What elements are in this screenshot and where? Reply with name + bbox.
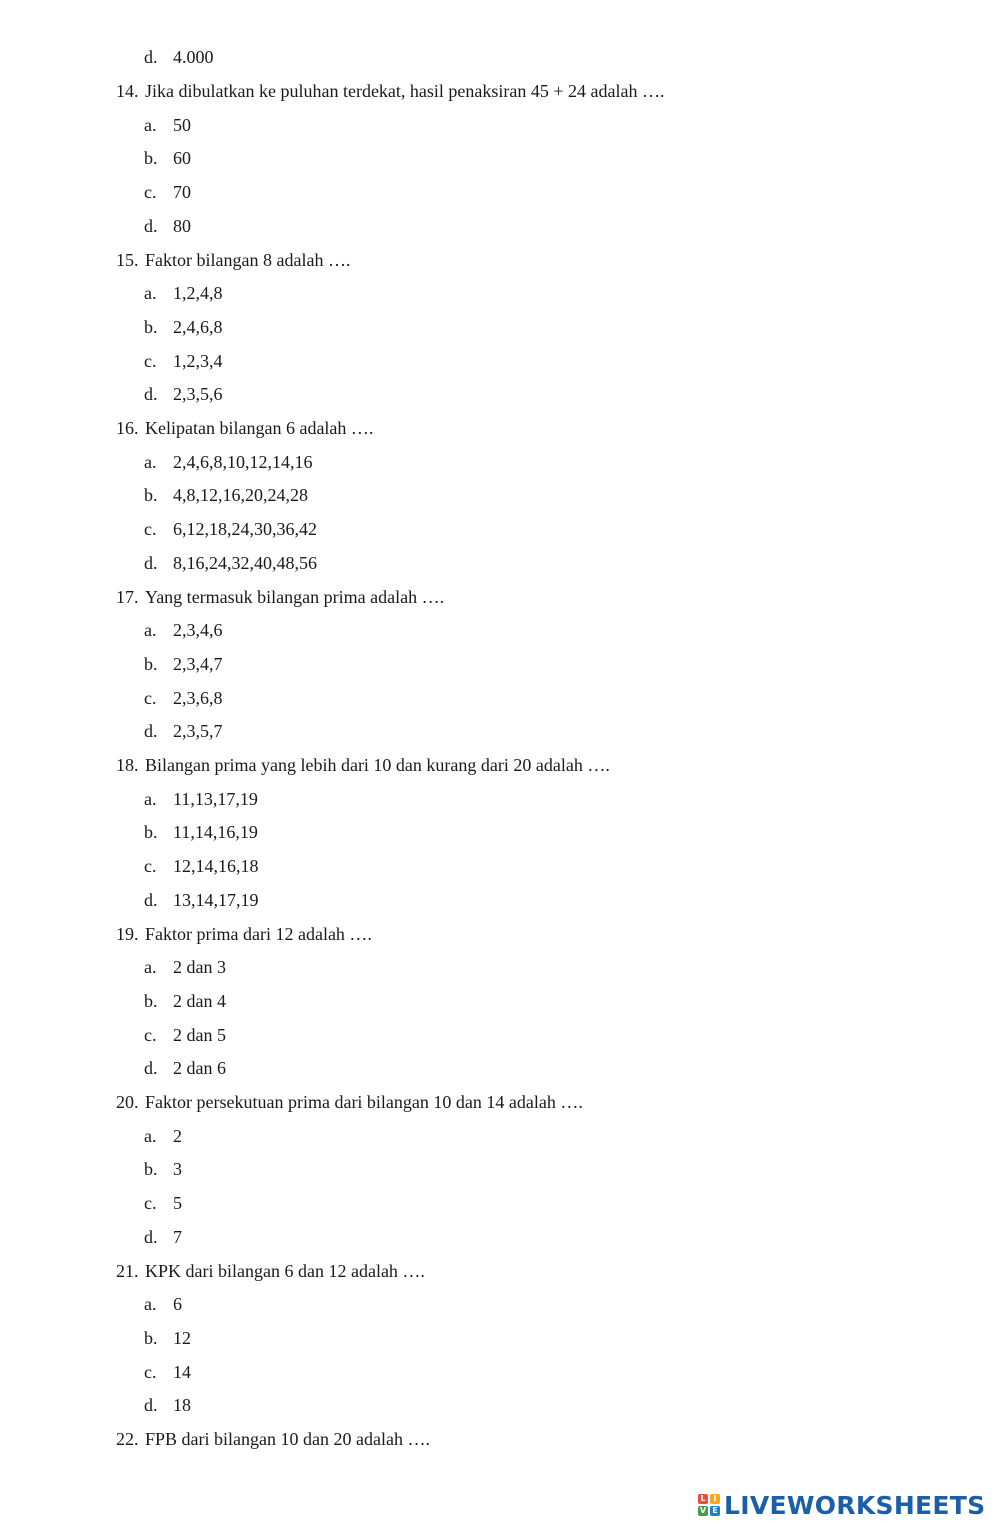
- option-text: 2 dan 3: [173, 957, 226, 977]
- question-text: Jika dibulatkan ke puluhan terdekat, hasil penaksiran 45 + 24 adalah ….: [145, 81, 665, 101]
- question-text: Kelipatan bilangan 6 adalah ….: [145, 418, 374, 438]
- question-number: 18.: [116, 755, 139, 775]
- option-letter: a.: [144, 957, 157, 977]
- question-number: 19.: [116, 924, 139, 944]
- option-letter: d.: [144, 216, 158, 236]
- brand-name: LIVEWORKSHEETS: [724, 1490, 986, 1520]
- option-text: 1,2,4,8: [173, 283, 223, 303]
- option-letter: d.: [144, 553, 158, 573]
- option-letter: c.: [144, 688, 157, 708]
- liveworksheets-logo-icon: [698, 1494, 720, 1516]
- question-text: Faktor prima dari 12 adalah ….: [145, 924, 372, 944]
- question-number: 14.: [116, 81, 139, 101]
- liveworksheets-brand: [698, 1488, 985, 1522]
- option-text: 6: [173, 1294, 182, 1314]
- option-letter: d.: [144, 1395, 158, 1415]
- option-text: 2,4,6,8,10,12,14,16: [173, 452, 313, 472]
- logo-square: V: [699, 1506, 707, 1515]
- question-text: Faktor persekutuan prima dari bilangan 10 dan 14 adalah ….: [145, 1092, 583, 1112]
- question-text: Bilangan prima yang lebih dari 10 dan kurang dari 20 adalah ….: [145, 755, 610, 775]
- option-text: 4,8,12,16,20,24,28: [173, 485, 308, 505]
- option-letter: c.: [144, 1193, 157, 1213]
- option-text: 2,4,6,8: [173, 317, 223, 337]
- option-letter: a.: [144, 1294, 157, 1314]
- option-letter: b.: [144, 654, 158, 674]
- option-text: 12: [173, 1328, 191, 1348]
- option-letter: a.: [144, 1126, 157, 1146]
- option-letter: d.: [144, 47, 158, 67]
- option-text: 2,3,4,7: [173, 654, 223, 674]
- option-letter: d.: [144, 890, 158, 910]
- option-text: 2 dan 6: [173, 1058, 226, 1078]
- question-text: Yang termasuk bilangan prima adalah ….: [145, 587, 445, 607]
- option-text: 13,14,17,19: [173, 890, 259, 910]
- question-text: FPB dari bilangan 10 dan 20 adalah ….: [145, 1429, 430, 1449]
- option-text: 1,2,3,4: [173, 351, 223, 371]
- option-text: 11,14,16,19: [173, 822, 258, 842]
- question-number: 17.: [116, 587, 139, 607]
- option-text: 2,3,5,7: [173, 721, 223, 741]
- question-number: 20.: [116, 1092, 139, 1112]
- question-number: 22.: [116, 1429, 139, 1449]
- option-letter: b.: [144, 148, 158, 168]
- option-text: 11,13,17,19: [173, 789, 258, 809]
- option-text: 70: [173, 182, 191, 202]
- option-letter: a.: [144, 283, 157, 303]
- option-letter: d.: [144, 1058, 158, 1078]
- option-letter: c.: [144, 1025, 157, 1045]
- option-letter: b.: [144, 1159, 158, 1179]
- option-text: 50: [173, 115, 191, 135]
- option-letter: b.: [144, 991, 158, 1011]
- logo-square: E: [710, 1506, 720, 1516]
- logo-square: L: [698, 1494, 708, 1504]
- option-text: 2 dan 5: [173, 1025, 226, 1045]
- question-text: Faktor bilangan 8 adalah ….: [145, 250, 351, 270]
- option-letter: d.: [144, 1227, 158, 1247]
- option-text: 6,12,18,24,30,36,42: [173, 519, 317, 539]
- option-letter: b.: [144, 317, 158, 337]
- question-number: 21.: [116, 1261, 139, 1281]
- option-text: 4.000: [173, 47, 214, 67]
- option-letter: a.: [144, 452, 157, 472]
- question-number: 16.: [116, 418, 139, 438]
- option-letter: b.: [144, 1328, 158, 1348]
- option-letter: a.: [144, 115, 157, 135]
- option-letter: d.: [144, 721, 158, 741]
- option-letter: c.: [144, 856, 157, 876]
- option-text: 2 dan 4: [173, 991, 226, 1011]
- option-text: 5: [173, 1193, 182, 1213]
- option-text: 2,3,4,6: [173, 620, 223, 640]
- option-letter: b.: [144, 485, 158, 505]
- question-text: KPK dari bilangan 6 dan 12 adalah ….: [145, 1261, 425, 1281]
- option-letter: a.: [144, 789, 157, 809]
- option-text: 8,16,24,32,40,48,56: [173, 553, 317, 573]
- option-text: 2: [173, 1126, 182, 1146]
- option-text: 12,14,16,18: [173, 856, 259, 876]
- question-number: 15.: [116, 250, 139, 270]
- option-text: 3: [173, 1159, 182, 1179]
- option-text: 7: [173, 1227, 182, 1247]
- option-text: 60: [173, 148, 191, 168]
- option-letter: b.: [144, 822, 158, 842]
- option-letter: c.: [144, 351, 157, 371]
- option-text: 2,3,5,6: [173, 384, 223, 404]
- option-letter: c.: [144, 1362, 157, 1382]
- option-text: 18: [173, 1395, 191, 1415]
- option-text: 80: [173, 216, 191, 236]
- option-letter: d.: [144, 384, 158, 404]
- option-letter: a.: [144, 620, 157, 640]
- option-letter: c.: [144, 519, 157, 539]
- option-text: 14: [173, 1362, 191, 1382]
- logo-square: I: [710, 1494, 720, 1504]
- option-text: 2,3,6,8: [173, 688, 223, 708]
- option-letter: c.: [144, 182, 157, 202]
